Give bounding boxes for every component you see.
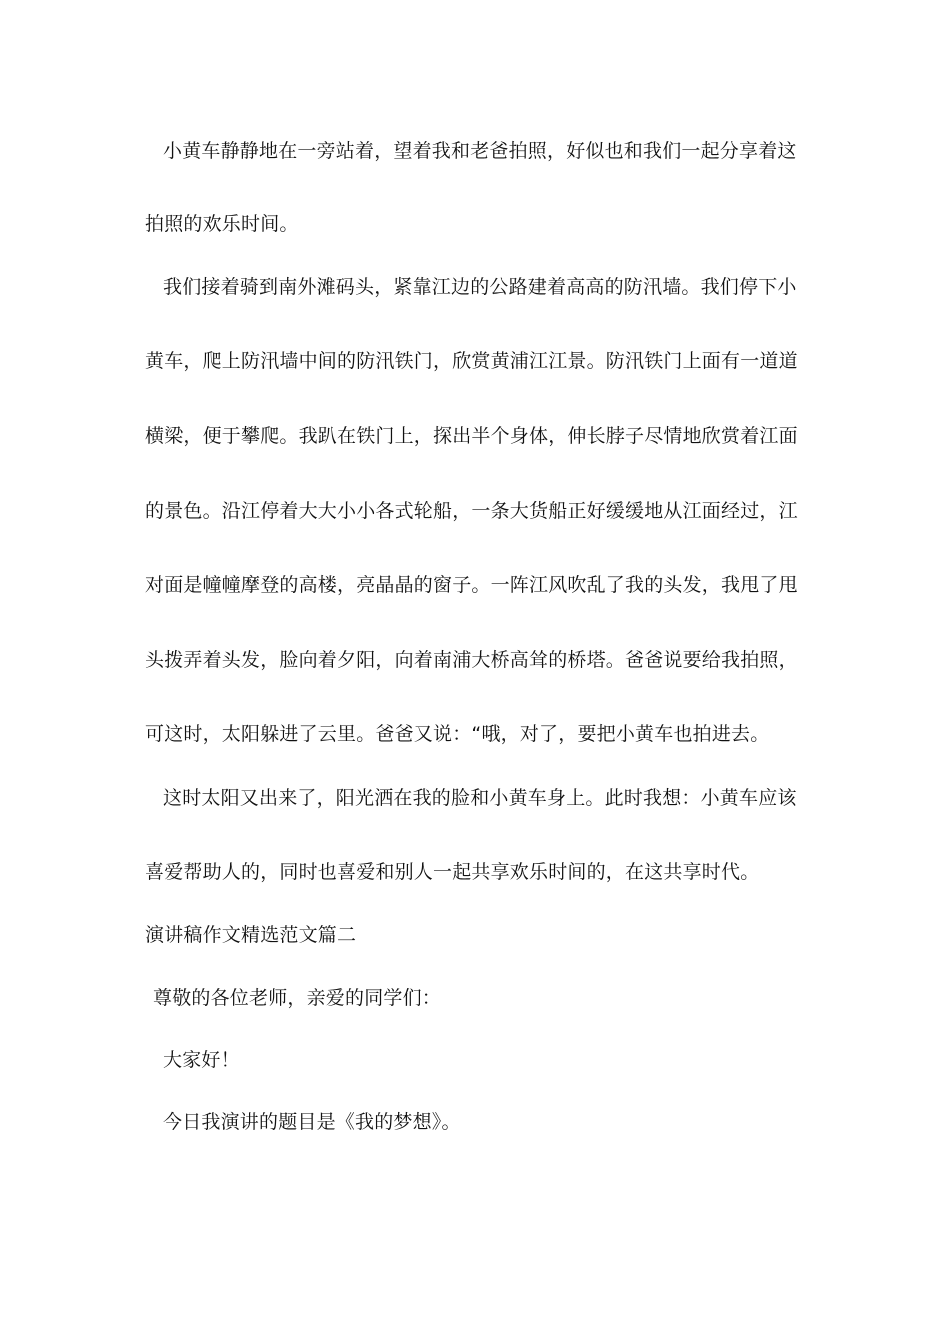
greeting: 大家好！	[163, 1049, 240, 1071]
paragraph-2-line-7: 可这时，太阳躲进了云里。爸爸又说：“哦，对了，要把小黄车也拍进去。	[145, 723, 770, 745]
section-heading: 演讲稿作文精选范文篇二	[145, 924, 357, 946]
paragraph-1-line-1: 小黄车静静地在一旁站着，望着我和老爸拍照，好似也和我们一起分享着这	[163, 140, 797, 162]
paragraph-2-line-6: 头拨弄着头发，脸向着夕阳，向着南浦大桥高耸的桥塔。爸爸说要给我拍照，	[145, 649, 798, 671]
paragraph-3-line-1: 这时太阳又出来了，阳光洒在我的脸和小黄车身上。此时我想：小黄车应该	[163, 787, 797, 809]
paragraph-2-line-3: 横梁，便于攀爬。我趴在铁门上，探出半个身体，伸长脖子尽情地欣赏着江面	[145, 425, 798, 447]
paragraph-1-line-2: 拍照的欢乐时间。	[145, 213, 299, 235]
paragraph-2-line-2: 黄车，爬上防汛墙中间的防汛铁门，欣赏黄浦江江景。防汛铁门上面有一道道	[145, 350, 798, 372]
salutation: 尊敬的各位老师，亲爱的同学们：	[153, 987, 442, 1009]
speech-topic: 今日我演讲的题目是《我的梦想》。	[163, 1111, 461, 1133]
paragraph-2-line-1: 我们接着骑到南外滩码头，紧靠江边的公路建着高高的防汛墙。我们停下小	[163, 276, 797, 298]
paragraph-2-line-4: 的景色。沿江停着大大小小各式轮船，一条大货船正好缓缓地从江面经过，江	[145, 500, 798, 522]
paragraph-3-line-2: 喜爱帮助人的，同时也喜爱和别人一起共享欢乐时间的，在这共享时代。	[145, 861, 760, 883]
paragraph-2-line-5: 对面是幢幢摩登的高楼，亮晶晶的窗子。一阵江风吹乱了我的头发，我甩了甩	[145, 574, 798, 596]
